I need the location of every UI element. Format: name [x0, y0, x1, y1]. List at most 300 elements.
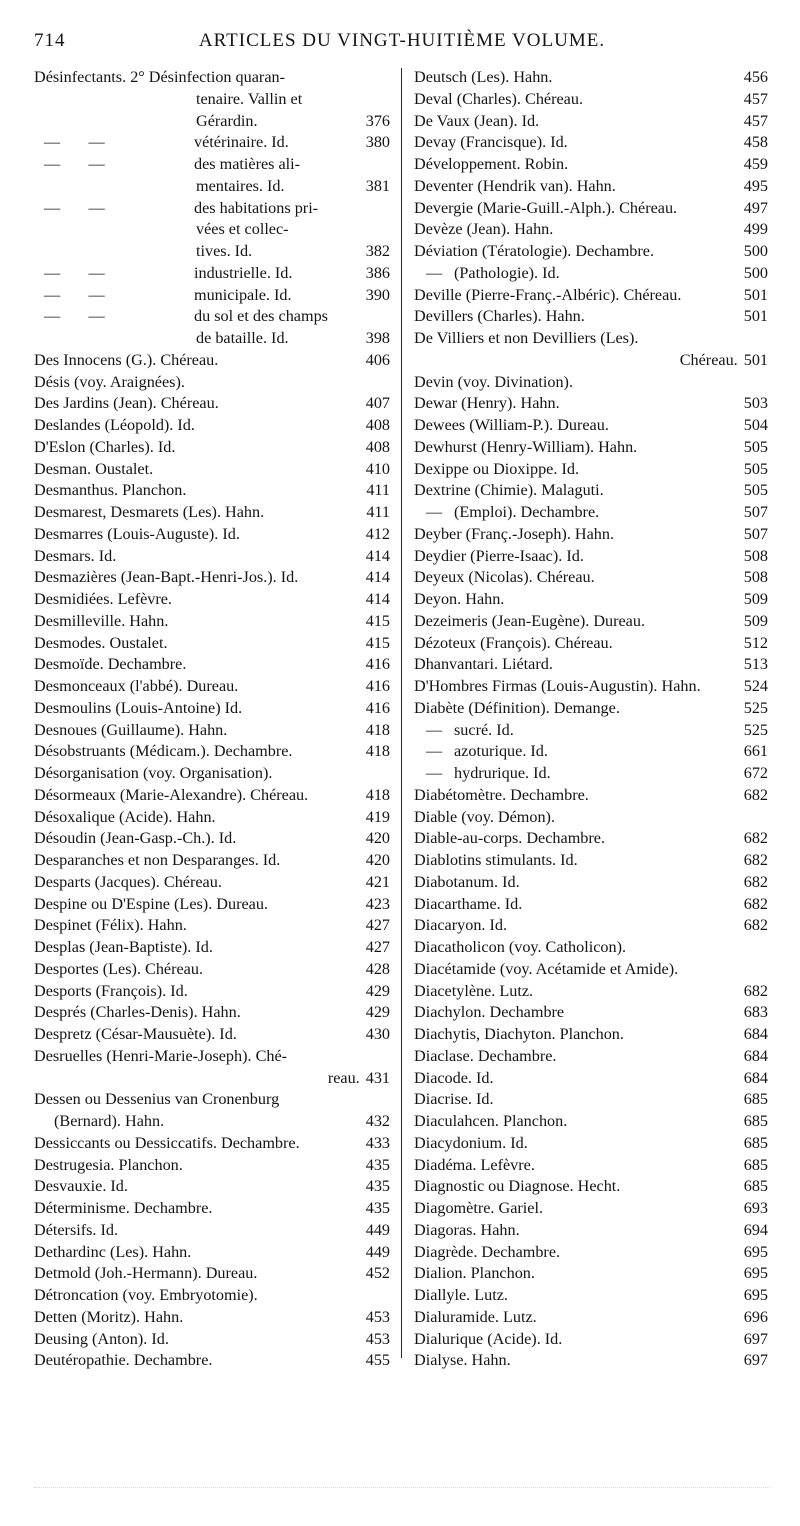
entry-page: 416	[365, 698, 390, 717]
entry-text: vées et collec-	[196, 220, 289, 239]
index-entry	[414, 1220, 768, 1242]
entry-text: Diallyle. Lutz.	[414, 1286, 508, 1304]
entry-text: Des Jardins (Jean). Chéreau.	[34, 394, 219, 413]
entry-text: Desmonceaux (l'abbé). Dureau.	[34, 677, 239, 695]
entry-text: Desruelles (Henri-Marie-Joseph). Ché-	[34, 1046, 288, 1065]
index-entry	[34, 763, 390, 785]
index-entry	[34, 741, 390, 763]
entry-text: Dézoteux (François). Chéreau.	[414, 633, 613, 652]
index-entry	[34, 524, 390, 546]
index-entry	[34, 437, 390, 459]
entry-text: Devay (Francisque). Id.	[414, 133, 568, 152]
index-entry	[34, 828, 390, 850]
index-entry	[414, 1111, 768, 1133]
entry-page: 685	[743, 1090, 768, 1109]
entry-page: 684	[743, 1046, 768, 1065]
index-entry	[34, 633, 390, 655]
entry-text: — (Pathologie). Id.	[414, 263, 738, 285]
index-entry	[414, 1024, 768, 1046]
entry-text: (Bernard). Hahn.	[54, 1112, 165, 1130]
entry-page: 423	[365, 894, 390, 913]
index-entry	[34, 285, 390, 307]
entry-page: 695	[743, 1286, 768, 1304]
entry-text: D'Eslon (Charles). Id.	[34, 437, 176, 456]
entry-page: 685	[743, 1155, 768, 1174]
entry-page: 495	[743, 176, 768, 195]
index-entry	[34, 1220, 390, 1242]
column-divider	[401, 68, 402, 1358]
index-entry	[414, 437, 768, 459]
entry-page: 457	[743, 111, 768, 130]
entry-text: Desmars. Id.	[34, 546, 117, 565]
index-entry	[414, 589, 768, 611]
entry-page: 453	[365, 1329, 390, 1348]
entry-page: 427	[365, 916, 390, 935]
entry-text: Diachytis, Diachyton. Planchon.	[414, 1025, 624, 1043]
entry-page: 696	[743, 1307, 768, 1326]
index-entry	[414, 915, 768, 937]
entry-text: Desmidiées. Lefèvre.	[34, 590, 172, 608]
entry-page: 507	[743, 503, 768, 521]
index-entry	[414, 415, 768, 437]
entry-page: 682	[743, 785, 768, 804]
entry-text: Diacrise. Id.	[414, 1090, 494, 1109]
index-entry	[34, 219, 390, 241]
entry-text: Diagoras. Hahn.	[414, 1220, 520, 1239]
entry-page: 685	[743, 1177, 768, 1196]
entry-text: Deutsch (Les). Hahn.	[414, 68, 553, 86]
entry-text: Désormeaux (Marie-Alexandre). Chéreau.	[34, 785, 309, 804]
index-entry	[34, 459, 390, 481]
entry-text: Deventer (Hendrik van). Hahn.	[414, 176, 616, 195]
entry-page: 499	[743, 220, 768, 239]
entry-text: Diaculahcen. Planchon.	[414, 1112, 568, 1130]
entry-text: Desmanthus. Planchon.	[34, 481, 187, 500]
entry-text: — hydrurique. Id.	[414, 763, 738, 785]
entry-page: 418	[365, 785, 390, 804]
entry-page: 411	[366, 503, 390, 521]
entry-page: 408	[365, 437, 390, 456]
entry-text: D'Hombres Firmas (Louis-Augustin). Hahn.	[414, 677, 701, 695]
entry-page: 416	[365, 677, 390, 695]
entry-page: 431	[365, 1068, 390, 1087]
entry-text: Dethardinc (Les). Hahn.	[34, 1242, 192, 1261]
entry-page: 457	[743, 89, 768, 108]
entry-text: Chéreau.	[679, 350, 738, 369]
index-entry	[34, 589, 390, 611]
entry-page: 414	[365, 568, 390, 587]
entry-text: De Vaux (Jean). Id.	[414, 111, 540, 130]
entry-page: 525	[743, 720, 768, 739]
entry-text: De Villiers et non Devilliers (Les).	[414, 329, 639, 347]
index-entry	[414, 937, 768, 959]
index-entry	[34, 1089, 390, 1111]
index-entry	[414, 219, 768, 241]
index-entry	[34, 393, 390, 415]
entry-text: Déterminisme. Dechambre.	[34, 1199, 213, 1217]
entry-text: Desmoïde. Dechambre.	[34, 655, 187, 674]
index-entry	[414, 698, 768, 720]
index-entry	[34, 850, 390, 872]
entry-text: Despretz (César-Mausuète). Id.	[34, 1025, 237, 1043]
entry-page: 380	[365, 133, 390, 152]
index-entry	[34, 915, 390, 937]
index-entry	[414, 741, 768, 763]
entry-text: Desvauxie. Id.	[34, 1177, 128, 1196]
index-entry	[414, 263, 768, 285]
index-entry	[34, 241, 390, 263]
entry-text: Desmoulins (Louis-Antoine) Id.	[34, 698, 243, 717]
entry-text: Diaclase. Dechambre.	[414, 1046, 557, 1065]
entry-page: 507	[743, 524, 768, 543]
entry-text: — azoturique. Id.	[414, 741, 738, 763]
index-entry	[34, 1155, 390, 1177]
index-entry	[414, 546, 768, 568]
entry-page: 693	[743, 1199, 768, 1217]
index-column-right	[414, 67, 768, 1372]
index-entry	[34, 872, 390, 894]
entry-text: Diachylon. Dechambre	[414, 1003, 565, 1022]
entry-page: 430	[365, 1025, 390, 1043]
index-entry	[414, 959, 768, 981]
entry-page: 449	[365, 1220, 390, 1239]
entry-page: 694	[743, 1220, 768, 1239]
entry-text: Detten (Moritz). Hahn.	[34, 1307, 184, 1326]
entry-text: Desplas (Jean-Baptiste). Id.	[34, 938, 213, 956]
entry-text: tenaire. Vallin et	[196, 89, 303, 108]
entry-text: — sucré. Id.	[414, 720, 738, 742]
entry-page: 682	[743, 916, 768, 935]
index-entry	[414, 350, 768, 372]
entry-text: Deutéropathie. Dechambre.	[34, 1351, 213, 1370]
entry-text: Diable (voy. Démon).	[414, 807, 555, 826]
entry-page: 429	[365, 1003, 390, 1022]
entry-text: Dialyse. Hahn.	[414, 1351, 511, 1370]
entry-text: Dialion. Planchon.	[414, 1264, 535, 1283]
entry-page: 420	[365, 851, 390, 869]
entry-text: Desports (François). Id.	[34, 981, 188, 1000]
entry-text: Diacatholicon (voy. Catholicon).	[414, 938, 627, 956]
entry-text: Deyon. Hahn.	[414, 590, 505, 608]
index-entry	[34, 176, 390, 198]
entry-text: Diagrède. Dechambre.	[414, 1242, 561, 1261]
entry-text: Diacétamide (voy. Acétamide et Amide).	[414, 959, 679, 978]
index-entry	[34, 154, 390, 176]
entry-page: 672	[743, 764, 768, 782]
entry-text: Dhanvantari. Liétard.	[414, 655, 553, 674]
entry-page: 410	[365, 459, 390, 478]
entry-text: Devèze (Jean). Hahn.	[414, 220, 554, 239]
index-entry	[414, 633, 768, 655]
index-entry	[34, 894, 390, 916]
index-entry	[34, 1068, 390, 1090]
entry-text: Dezeimeris (Jean-Eugène). Dureau.	[414, 611, 646, 630]
entry-page: 503	[743, 394, 768, 413]
index-entry	[414, 372, 768, 394]
entry-text: Dessen ou Dessenius van Cronenburg	[34, 1090, 280, 1109]
entry-page: 500	[743, 263, 768, 282]
index-entry	[34, 654, 390, 676]
index-entry	[414, 480, 768, 502]
entry-text: Destrugesia. Planchon.	[34, 1155, 183, 1174]
index-entry	[414, 328, 768, 350]
entry-page: 682	[743, 851, 768, 869]
index-entry	[34, 1242, 390, 1264]
entry-text: Desmarres (Louis-Auguste). Id.	[34, 524, 240, 543]
entry-text: Détroncation (voy. Embryotomie).	[34, 1286, 258, 1304]
entry-page: 684	[743, 1025, 768, 1043]
entry-page: 453	[365, 1307, 390, 1326]
entry-text: Gérardin.	[196, 111, 258, 130]
entry-page: 421	[365, 872, 390, 891]
entry-text: Deville (Pierre-Franç.-Albéric). Chéreau.	[414, 285, 682, 304]
entry-page: 386	[365, 263, 390, 282]
entry-page: 524	[743, 677, 768, 695]
entry-page: 500	[743, 242, 768, 260]
index-entry	[34, 306, 390, 328]
entry-text: Diacetylène. Lutz.	[414, 981, 534, 1000]
index-entry	[414, 1155, 768, 1177]
page-number: 714	[34, 30, 66, 51]
entry-text: Diagnostic ou Diagnose. Hecht.	[414, 1177, 621, 1196]
entry-text: Diablotins stimulants. Id.	[414, 851, 578, 869]
entry-page: 418	[365, 742, 390, 761]
page-header	[34, 30, 770, 56]
entry-text: — vétérinaire. Id.	[34, 132, 360, 154]
entry-text: Desmilleville. Hahn.	[34, 611, 169, 630]
index-entry	[414, 894, 768, 916]
index-entry	[34, 785, 390, 807]
entry-text: Développement. Robin.	[414, 155, 569, 173]
index-entry	[414, 611, 768, 633]
index-entry	[34, 1133, 390, 1155]
entry-page: 682	[743, 894, 768, 913]
entry-text: Deyber (Franç.-Joseph). Hahn.	[414, 524, 615, 543]
entry-page: 412	[365, 524, 390, 543]
entry-page: 501	[743, 307, 768, 326]
entry-page: 459	[743, 155, 768, 173]
entry-text: de bataille. Id.	[196, 329, 289, 347]
index-entry	[34, 611, 390, 633]
index-column-left	[34, 67, 390, 1372]
entry-text: Diabétomètre. Dechambre.	[414, 785, 589, 804]
index-entry	[414, 393, 768, 415]
index-entry	[414, 785, 768, 807]
index-entry	[414, 502, 768, 524]
index-entry	[34, 198, 390, 220]
entry-text: Désobstruants (Médicam.). Dechambre.	[34, 742, 293, 761]
entry-text: Després (Charles-Denis). Hahn.	[34, 1003, 241, 1022]
entry-page: 509	[743, 590, 768, 608]
entry-text: Deval (Charles). Chéreau.	[414, 89, 583, 108]
entry-page: 433	[365, 1133, 390, 1152]
entry-page: 501	[743, 350, 768, 369]
index-entry	[414, 1242, 768, 1264]
index-entry	[34, 1111, 390, 1133]
index-entry	[414, 1329, 768, 1351]
index-entry	[34, 698, 390, 720]
index-entry	[414, 198, 768, 220]
entry-page: 376	[365, 111, 390, 130]
entry-text: Devergie (Marie-Guill.-Alph.). Chéreau.	[414, 198, 678, 217]
entry-page: 695	[743, 1264, 768, 1283]
entry-page: 416	[365, 655, 390, 674]
entry-text: Deydier (Pierre-Isaac). Id.	[414, 546, 584, 565]
entry-page: 449	[365, 1242, 390, 1261]
index-entry	[414, 654, 768, 676]
index-entry	[414, 524, 768, 546]
entry-text: Desparts (Jacques). Chéreau.	[34, 872, 222, 891]
index-entry	[34, 1176, 390, 1198]
entry-text: Désis (voy. Araignées).	[34, 372, 185, 391]
index-entry	[414, 285, 768, 307]
index-entry	[34, 676, 390, 698]
entry-page: 381	[365, 176, 390, 195]
index-entry	[414, 720, 768, 742]
index-entry	[34, 937, 390, 959]
entry-text: Diabète (Définition). Demange.	[414, 698, 620, 717]
index-entry	[414, 981, 768, 1003]
entry-text: Des Innocens (G.). Chéreau.	[34, 350, 219, 369]
index-entry	[414, 1285, 768, 1307]
entry-text: Diacydonium. Id.	[414, 1133, 528, 1152]
entry-text: — du sol et des champs	[34, 306, 384, 328]
entry-text: Dialuramide. Lutz.	[414, 1307, 537, 1326]
entry-page: 682	[743, 872, 768, 891]
entry-text: Dessiccants ou Dessiccatifs. Dechambre.	[34, 1133, 300, 1152]
entry-text: Desportes (Les). Chéreau.	[34, 959, 204, 978]
entry-page: 456	[743, 68, 768, 86]
entry-text: — des habitations pri-	[34, 198, 384, 220]
index-entry	[34, 1046, 390, 1068]
entry-page: 435	[365, 1177, 390, 1196]
index-entry	[34, 1263, 390, 1285]
entry-page: 501	[743, 285, 768, 304]
index-entry	[34, 720, 390, 742]
entry-page: 418	[365, 720, 390, 739]
entry-page: 382	[365, 242, 390, 260]
index-entry	[414, 241, 768, 263]
index-entry	[414, 1263, 768, 1285]
entry-text: Diagomètre. Gariel.	[414, 1199, 543, 1217]
entry-page: 505	[743, 437, 768, 456]
index-entry	[34, 1307, 390, 1329]
index-entry	[34, 328, 390, 350]
entry-text: Diabotanum. Id.	[414, 872, 520, 891]
index-entry	[34, 372, 390, 394]
index-entry	[414, 828, 768, 850]
page-footer-marks	[34, 1487, 770, 1494]
entry-text: Desmarest, Desmarets (Les). Hahn.	[34, 503, 265, 521]
entry-text: Dewar (Henry). Hahn.	[414, 394, 560, 413]
entry-page: 435	[365, 1155, 390, 1174]
entry-text: — (Emploi). Dechambre.	[414, 502, 738, 524]
entry-text: Diadéma. Lefèvre.	[414, 1155, 535, 1174]
entry-page: 505	[743, 459, 768, 478]
entry-text: Dewees (William-P.). Dureau.	[414, 416, 609, 434]
index-entry	[414, 1198, 768, 1220]
entry-text: — industrielle. Id.	[34, 263, 360, 285]
entry-page: 697	[743, 1351, 768, 1370]
entry-page: 414	[365, 590, 390, 608]
index-entry	[414, 306, 768, 328]
index-entry	[414, 176, 768, 198]
index-entry	[34, 502, 390, 524]
index-entry	[414, 763, 768, 785]
index-entry	[34, 1285, 390, 1307]
index-entry	[34, 111, 390, 133]
index-entry	[34, 1329, 390, 1351]
entry-page: 435	[365, 1199, 390, 1217]
entry-text: mentaires. Id.	[196, 176, 285, 195]
index-entry	[414, 1176, 768, 1198]
entry-text: Desnoues (Guillaume). Hahn.	[34, 720, 228, 739]
entry-page: 684	[743, 1068, 768, 1087]
index-entry	[414, 872, 768, 894]
entry-text: Despinet (Félix). Hahn.	[34, 916, 187, 935]
entry-text: reau.	[327, 1068, 360, 1087]
entry-text: Diable-au-corps. Dechambre.	[414, 829, 606, 848]
entry-page: 661	[743, 742, 768, 761]
index-entry	[34, 415, 390, 437]
entry-text: tives. Id.	[196, 242, 253, 260]
index-entry	[34, 67, 390, 89]
entry-text: Devillers (Charles). Hahn.	[414, 307, 585, 326]
entry-text: Déviation (Tératologie). Dechambre.	[414, 242, 655, 260]
entry-text: Desmodes. Oustalet.	[34, 633, 168, 652]
entry-page: 452	[365, 1264, 390, 1283]
entry-text: Dewhurst (Henry-William). Hahn.	[414, 437, 638, 456]
index-entry	[34, 480, 390, 502]
index-entry	[414, 1350, 768, 1372]
entry-page: 407	[365, 394, 390, 413]
index-entry	[34, 132, 390, 154]
index-entry	[34, 1002, 390, 1024]
entry-page: 455	[365, 1351, 390, 1370]
entry-page: 398	[365, 329, 390, 347]
index-entry	[34, 1350, 390, 1372]
entry-text: Diacode. Id.	[414, 1068, 494, 1087]
index-entry	[414, 676, 768, 698]
entry-page: 428	[365, 959, 390, 978]
index-entry	[34, 263, 390, 285]
entry-text: Diacaryon. Id.	[414, 916, 508, 935]
index-entry	[34, 1198, 390, 1220]
entry-text: Desman. Oustalet.	[34, 459, 154, 478]
entry-page: 504	[743, 416, 768, 434]
index-entry	[34, 1024, 390, 1046]
index-entry	[34, 350, 390, 372]
index-entry	[414, 1068, 768, 1090]
entry-page: 525	[743, 698, 768, 717]
entry-text: Desmazières (Jean-Bapt.-Henri-Jos.). Id.	[34, 568, 299, 587]
entry-text: Dexippe ou Dioxippe. Id.	[414, 459, 579, 478]
entry-text: Detmold (Joh.-Hermann). Dureau.	[34, 1264, 258, 1283]
index-entry	[414, 1307, 768, 1329]
index-entry	[414, 67, 768, 89]
entry-page: 414	[365, 546, 390, 565]
entry-text: Deslandes (Léopold). Id.	[34, 416, 195, 434]
entry-text: Deyeux (Nicolas). Chéreau.	[414, 568, 595, 587]
entry-page: 682	[743, 981, 768, 1000]
index-entry	[414, 567, 768, 589]
entry-page: 427	[365, 938, 390, 956]
entry-text: Devin (voy. Divination).	[414, 372, 573, 391]
entry-text: Désoudin (Jean-Gasp.-Ch.). Id.	[34, 829, 237, 848]
index-entry	[414, 850, 768, 872]
entry-page: 411	[366, 481, 390, 500]
index-entry	[414, 807, 768, 829]
